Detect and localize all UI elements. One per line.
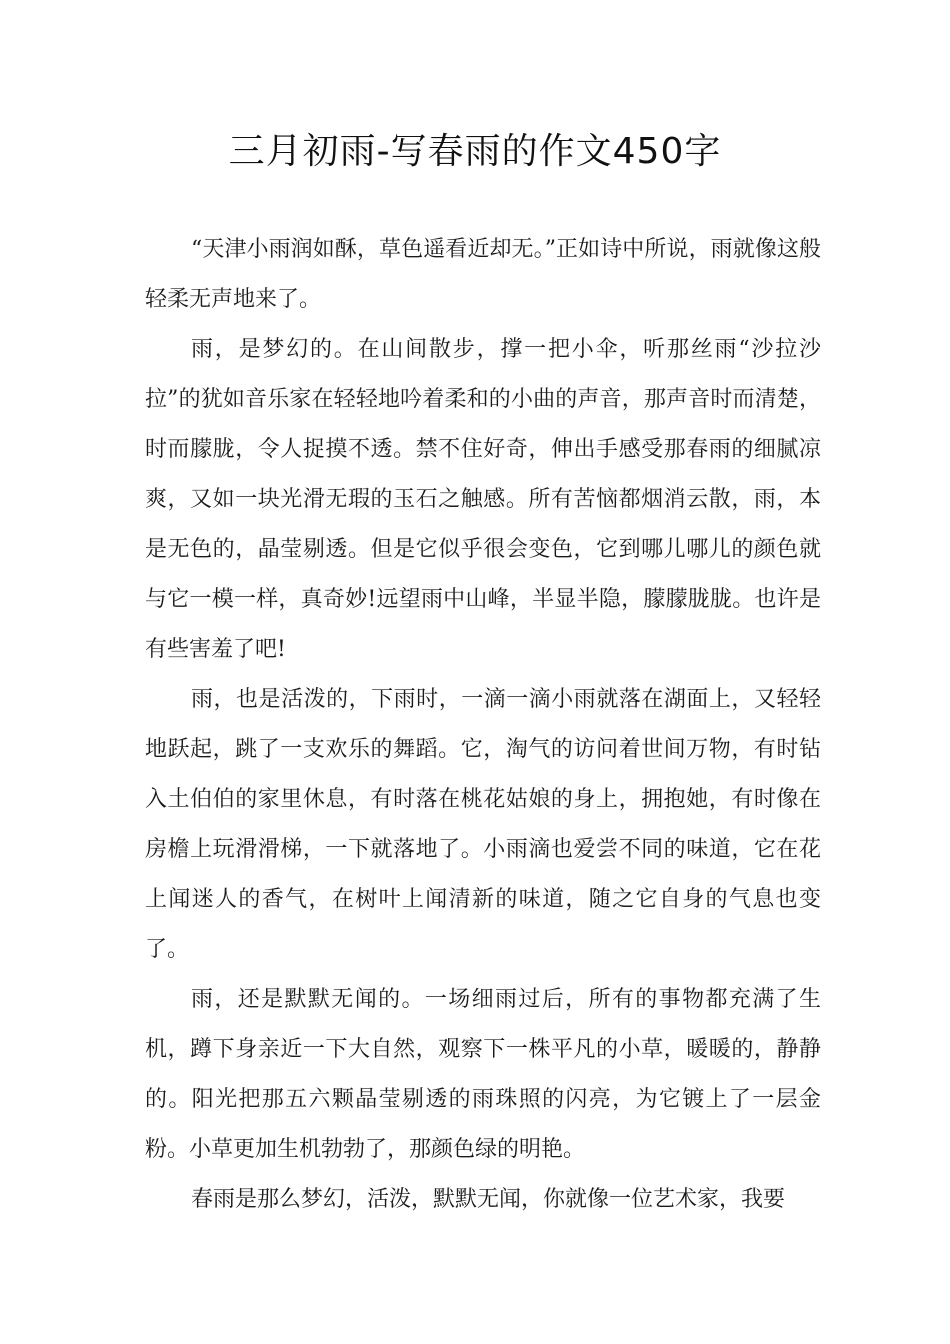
paragraph-5: 春雨是那么梦幻，活泼，默默无闻，你就像一位艺术家，我要 [191,1187,786,1212]
paragraph-4: 雨，还是默默无闻的。一场细雨过后，所有的事物都充满了生机，蹲下身亲近一下大自然，观察下一株平凡的小草，暖暖的，静静的。阳光把那五六颗晶莹剔透的雨珠照的闪亮，为它镀上了一层金粉。小草更加生机勃勃了，那颜色绿的明艳。 [145,987,821,1162]
essay-body [145,225,821,1225]
paragraph-1: “天津小雨润如酥，草色遥看近却无。”正如诗中所说，雨就像这般轻柔无声地来了。 [145,237,821,312]
page-title: 三月初雨-写春雨的作文450字 [228,131,722,172]
paragraph-3: 雨，也是活泼的，下雨时，一滴一滴小雨就落在湖面上，又轻轻地跃起，跳了一支欢乐的舞蹈。它，淘气的访问着世间万物，有时钻入土伯伯的家里休息，有时落在桃花姑娘的身上，拥抱她，有时像在房檐上玩滑滑梯，一下就落地了。小雨滴也爱尝不同的味道，它在花上闻迷人的香气，在树叶上闻清新的味道，随之它自身的气息也变了。 [145,687,821,962]
paragraph-2: 雨，是梦幻的。在山间散步，撑一把小伞，听那丝雨“沙拉沙拉”的犹如音乐家在轻轻地吟着柔和的小曲的声音，那声音时而清楚，时而朦胧，令人捉摸不透。禁不住好奇，伸出手感受那春雨的细腻凉爽，又如一块光滑无瑕的玉石之触感。所有苦恼都烟消云散，雨，本是无色的，晶莹剔透。但是它似乎很会变色，它到哪儿哪儿的颜色就与它一模一样，真奇妙!远望雨中山峰，半显半隐，朦朦胧胧。也许是有些害羞了吧! [145,337,821,662]
